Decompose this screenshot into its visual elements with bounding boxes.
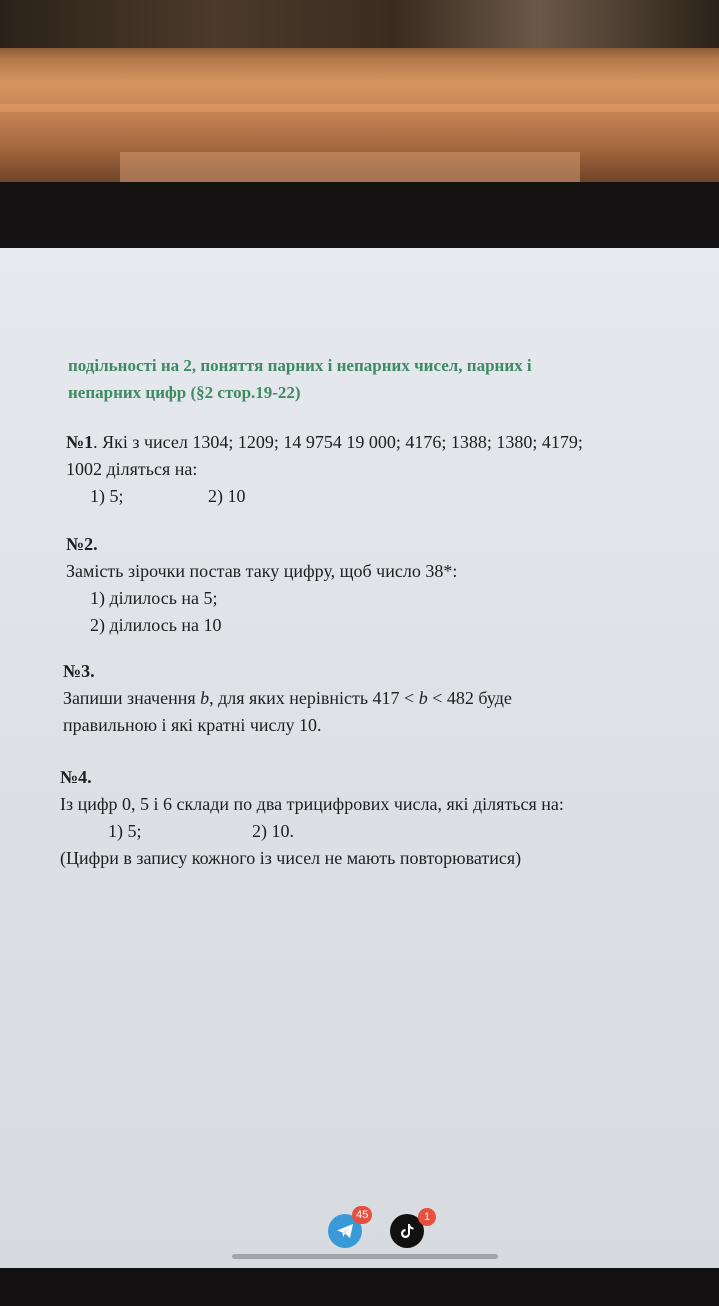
- task-3-text-c: < 482 буде: [427, 688, 512, 708]
- task-4-text: Із цифр 0, 5 і 6 склади по два трицифрових числа, які діляться на:: [60, 794, 564, 814]
- task-1-number: №1: [66, 432, 94, 452]
- document-page: [0, 248, 719, 1268]
- screen: [0, 248, 719, 1268]
- task-1: [66, 429, 686, 510]
- telegram-badge: 45: [352, 1206, 372, 1224]
- paper-plane-icon: [335, 1221, 355, 1241]
- task-3-text-b: , для яких нерівність 417 <: [209, 688, 419, 708]
- task-1-text: . Які з чисел 1304; 1209; 14 9754 19 000; 4176; 1388; 1380; 4179;: [93, 432, 583, 452]
- monitor-bezel-bottom: [0, 1268, 719, 1306]
- task-2-option-2: 2) ділилось на 10: [90, 615, 222, 635]
- tiktok-badge: 1: [418, 1208, 436, 1226]
- tiktok-note-icon: [397, 1221, 417, 1241]
- task-4-option-1: 1) 5;: [108, 821, 142, 841]
- task-3-variable-2: b: [418, 688, 428, 708]
- monitor-bezel-top: [0, 182, 719, 250]
- shelf-edge: [0, 104, 719, 112]
- task-4-number: №4.: [60, 767, 92, 787]
- task-4: [60, 764, 700, 872]
- task-2-option-1: 1) ділилось на 5;: [90, 588, 218, 608]
- task-1-option-2: 2) 10: [208, 486, 246, 506]
- task-2-text: Замість зірочки постав таку цифру, щоб число 38*:: [66, 561, 458, 581]
- topic-line-2: непарних цифр (§2 стор.19-22): [68, 383, 301, 402]
- task-3-text-a: Запиши значення: [63, 688, 201, 708]
- shelf-board: [120, 152, 580, 184]
- task-3-number: №3.: [63, 661, 95, 681]
- background-shelf-top: [0, 0, 719, 48]
- task-4-note: (Цифри в запису кожного із чисел не мають повторюватися): [60, 848, 522, 868]
- task-3-variable: b: [200, 688, 210, 708]
- topic-heading: [68, 352, 658, 406]
- task-1-text-line2: 1002 діляться на:: [66, 459, 198, 479]
- task-2-number: №2.: [66, 534, 98, 554]
- task-3: [63, 658, 673, 739]
- task-4-option-2: 2) 10.: [252, 821, 294, 841]
- task-2: [66, 531, 666, 639]
- task-3-text-line2: правильною і які кратні числу 10.: [63, 715, 322, 735]
- task-1-option-1: 1) 5;: [90, 486, 124, 506]
- home-indicator-bar[interactable]: [232, 1254, 498, 1259]
- topic-line-1: подільності на 2, поняття парних і непарних чисел, парних і: [68, 356, 532, 375]
